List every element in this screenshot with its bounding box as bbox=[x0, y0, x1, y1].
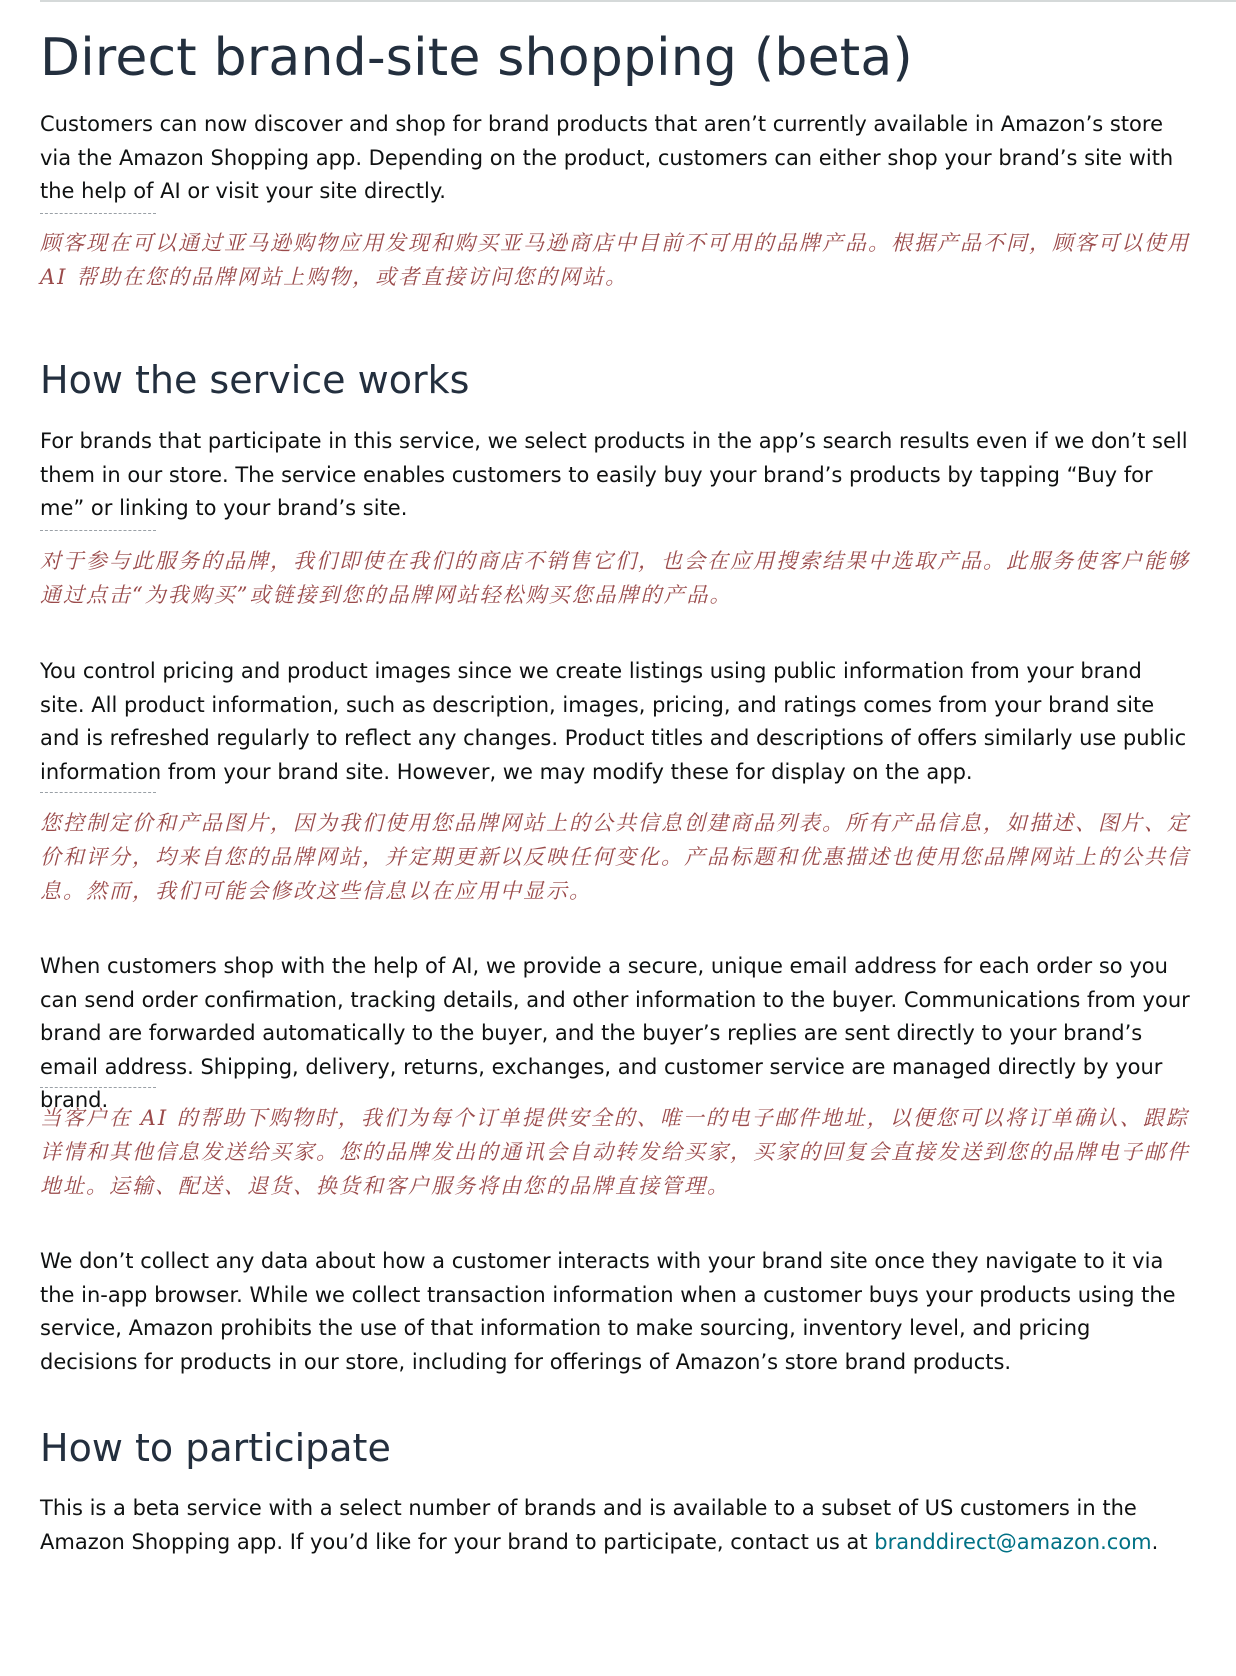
translation-divider bbox=[40, 792, 156, 793]
translation-divider bbox=[40, 213, 156, 214]
how-works-translation-3: 当客户在 AI 的帮助下购物时，我们为每个订单提供安全的、唯一的电子邮件地址，以便您可以将订单确认、跟踪详情和其他信息发送给买家。您的品牌发出的通讯会自动转发给买家，买家的回复会直接发送到您的品牌电子邮件地址。运输、配送、退货、换货和客户服务将由您的品牌直接管理。 bbox=[40, 1106, 1190, 1198]
intro-translation: 顾客现在可以通过亚马逊购物应用发现和购买亚马逊商店中目前不可用的品牌产品。根据产品不同，顾客可以使用 AI 帮助在您的品牌网站上购物，或者直接访问您的网站。 bbox=[40, 231, 1190, 289]
page-title: Direct brand-site shopping (beta) bbox=[40, 28, 913, 88]
top-divider bbox=[40, 0, 1236, 2]
participate-paragraph bbox=[40, 1492, 1190, 1559]
how-works-translation-2: 您控制定价和产品图片，因为我们使用您品牌网站上的公共信息创建商品列表。所有产品信息，如描述、图片、定价和评分，均来自您的品牌网站，并定期更新以反映任何变化。产品标题和优惠描述也使用您品牌网站上的公共信息。然而，我们可能会修改这些信息以在应用中显示。 bbox=[40, 811, 1190, 903]
intro-paragraph: Customers can now discover and shop for brand products that aren’t currently available in Amazon’s store via the Amazon Shopping app. Depending on the product, customers can either shop your brand’s site with the help of AI or visit your site directly. bbox=[40, 112, 1174, 203]
participate-text-end: . bbox=[1151, 1529, 1159, 1554]
how-works-translation-1: 对于参与此服务的品牌，我们即使在我们的商店不销售它们，也会在应用搜索结果中选取产品。此服务使客户能够通过点击“为我购买”或链接到您的品牌网站轻松购买您品牌的产品。 bbox=[40, 549, 1190, 607]
translation-divider bbox=[40, 1087, 156, 1088]
contact-email-link[interactable]: branddirect@amazon.com bbox=[874, 1529, 1152, 1554]
how-works-paragraph-3: When customers shop with the help of AI, we provide a secure, unique email address for each order so you can send order confirmation, tracking details, and other information to the buyer. Communications from your brand are forwarded automatically to the buyer, and the buyer’s replies are sent directly to your brand’s email address. Shipping, delivery, returns, exchanges, and customer service are managed directly by your brand. bbox=[40, 954, 1190, 1112]
translation-divider bbox=[40, 530, 156, 531]
section-heading-how-works: How the service works bbox=[40, 358, 470, 402]
section-heading-participate: How to participate bbox=[40, 1426, 391, 1470]
participate-text: This is a beta service with a select number of brands and is available to a subset of US customers in the Amazon Shopping app. If you’d like for your brand to participate, contact us at bbox=[40, 1496, 1137, 1554]
how-works-paragraph-1: For brands that participate in this service, we select products in the app’s search results even if we don’t sell them in our store. The service enables customers to easily buy your brand’s products by tapping “Buy for me” or linking to your brand’s site. bbox=[40, 429, 1188, 520]
how-works-paragraph-2: You control pricing and product images since we create listings using public information from your brand site. All product information, such as description, images, pricing, and ratings comes from your brand site and is refreshed regularly to reflect any changes. Product titles and descriptions of offers similarly use public information from your brand site. However, we may modify these for display on the app. bbox=[40, 659, 1187, 784]
how-works-paragraph-4: We don’t collect any data about how a customer interacts with your brand site once they navigate to it via the in-app browser. While we collect transaction information when a customer buys your products using the service, Amazon prohibits the use of that information to make sourcing, inventory level, and pricing decisions for products in our store, including for offerings of Amazon’s store brand products. bbox=[40, 1249, 1176, 1374]
